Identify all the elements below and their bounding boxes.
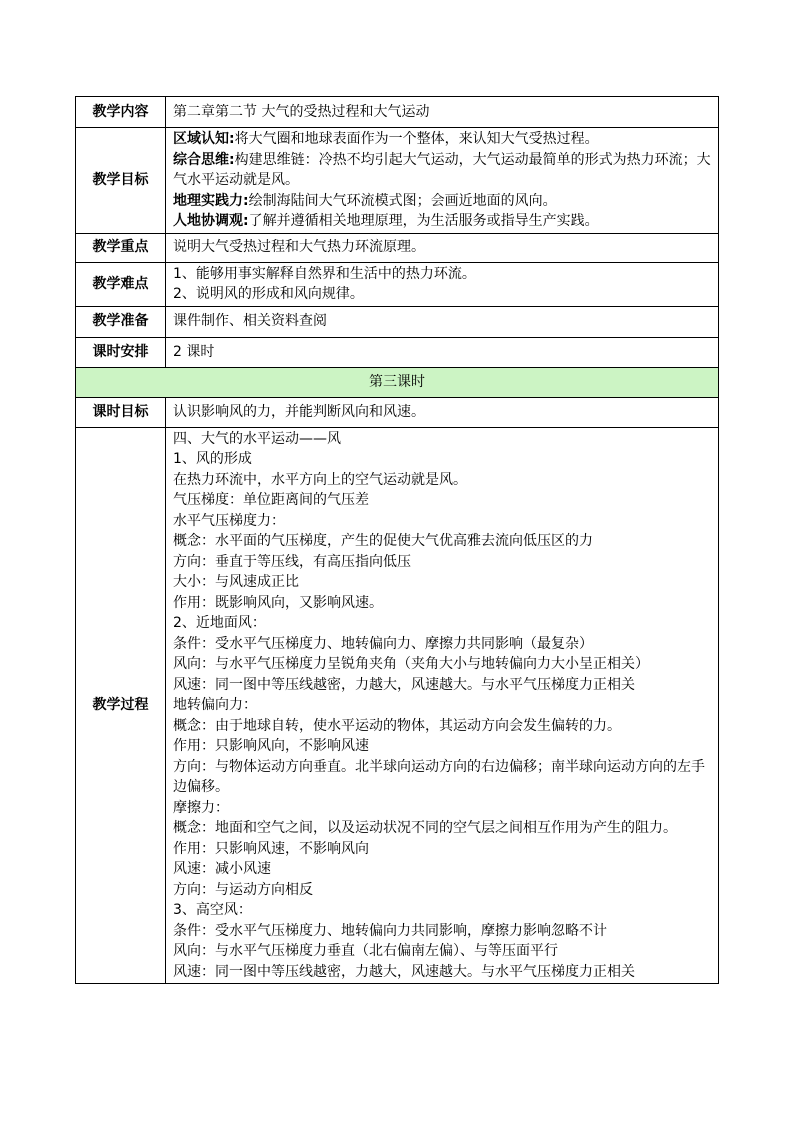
process-line: 方向：垂直于等压线，有高压指向低压: [173, 553, 411, 570]
process-line: 方向：与运动方向相反: [173, 881, 313, 898]
value-content: 第二章第二节 大气的受热过程和大气运动: [166, 97, 719, 128]
goal-item: 区域认知:将大气圈和地球表面作为一个整体，来认知大气受热过程。: [173, 131, 599, 147]
label-process: 教学过程: [76, 427, 166, 984]
process-line: 水平气压梯度力：: [173, 512, 285, 529]
lesson-plan-table: [75, 96, 719, 984]
process-line: 风向：与水平气压梯度力垂直（北右偏南左偏）、与等压面平行: [173, 943, 558, 959]
row-content: [76, 97, 719, 128]
process-line: 风速：减小风速: [173, 861, 271, 877]
value-process: [166, 427, 719, 984]
row-goals: [76, 128, 719, 234]
goal-item: 地理实践力:绘制海陆间大气环流模式图；会画近地面的风向。: [173, 192, 557, 209]
value-difficulty: [166, 262, 719, 306]
row-process: [76, 427, 719, 984]
process-line: 地转偏向力：: [173, 697, 257, 713]
label-content: 教学内容: [76, 97, 166, 128]
value-schedule: 2 课时: [166, 337, 719, 367]
process-line: 概念：由于地球自转，使水平运动的物体，其运动方向会发生偏转的力。: [173, 717, 621, 734]
process-line: 风速：同一图中等压线越密，力越大，风速越大。与水平气压梯度力正相关: [173, 676, 635, 693]
process-line: 3、高空风：: [173, 902, 252, 918]
label-lesson-goal: 课时目标: [76, 397, 166, 427]
process-line: 风速：同一图中等压线越密，力越大，风速越大。与水平气压梯度力正相关: [173, 963, 635, 980]
row-schedule: [76, 337, 719, 367]
process-line: 2、近地面风：: [173, 615, 266, 631]
process-line: 作用：只影响风向，不影响风速: [173, 738, 369, 754]
row-key: [76, 233, 719, 262]
row-difficulty: [76, 262, 719, 306]
process-line: 在热力环流中，水平方向上的空气运动就是风。: [173, 471, 467, 488]
label-difficulty: 教学难点: [76, 262, 166, 306]
process-line: 1、风的形成: [173, 451, 252, 467]
process-line: 概念：地面和空气之间，以及运动状况不同的空气层之间相互作用为产生的阻力。: [173, 820, 677, 836]
process-line: 四、大气的水平运动——风: [173, 430, 341, 447]
value-lesson-goal: 认识影响风的力，并能判断风向和风速。: [166, 397, 719, 427]
process-line: 风向：与水平气压梯度力呈锐角夹角（夹角大小与地转偏向力大小呈正相关）: [173, 656, 649, 672]
goal-item: 人地协调观:了解并遵循相关地理原理，为生活服务或指导生产实践。: [173, 213, 599, 229]
label-schedule: 课时安排: [76, 337, 166, 367]
process-line: 摩擦力：: [173, 799, 229, 816]
value-prep: 课件制作、相关资料查阅: [166, 306, 719, 337]
process-line: 方向：与物体运动方向垂直。北半球向运动方向的右边偏移；南半球向运动方向的左手边偏移。: [173, 758, 705, 795]
process-line: 气压梯度：单位距离间的气压差: [173, 492, 369, 508]
label-key: 教学重点: [76, 233, 166, 262]
label-prep: 教学准备: [76, 306, 166, 337]
row-lesson-goal: [76, 397, 719, 427]
difficulty-item: 2、说明风的形成和风向规律。: [173, 286, 364, 302]
section-title: 第三课时: [76, 367, 719, 397]
difficulty-item: 1、能够用事实解释自然界和生活中的热力环流。: [173, 265, 476, 282]
process-line: 条件：受水平气压梯度力、地转偏向力共同影响，摩擦力影响忽略不计: [173, 922, 607, 939]
process-line: 条件：受水平气压梯度力、地转偏向力、摩擦力共同影响（最复杂）: [173, 635, 593, 652]
process-line: 作用：只影响风速，不影响风向: [173, 840, 369, 857]
value-goals: [166, 128, 719, 234]
row-section: [76, 367, 719, 397]
value-key: 说明大气受热过程和大气热力环流原理。: [166, 233, 719, 262]
process-line: 作用：既影响风向，又影响风速。: [173, 594, 383, 611]
process-line: 概念：水平面的气压梯度，产生的促使大气优高雅去流向低压区的力: [173, 533, 593, 549]
goal-item: 综合思维:构建思维链：冷热不均引起大气运动，大气运动最简单的形式为热力环流；大气水平运动就是风。: [173, 151, 711, 188]
label-goals: 教学目标: [76, 128, 166, 234]
process-line: 大小：与风速成正比: [173, 574, 299, 590]
row-prep: [76, 306, 719, 337]
